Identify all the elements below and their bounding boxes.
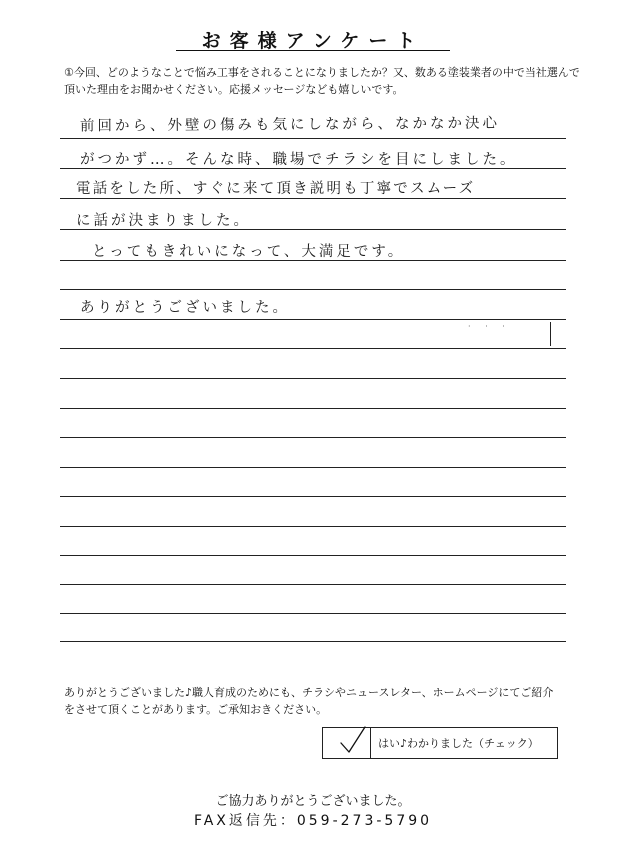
ruled-line: [60, 348, 566, 349]
ruled-line: [60, 641, 566, 642]
handwritten-line: 電話をした所、すぐに来て頂き説明も丁寧でスムーズ: [76, 181, 476, 197]
pen-mark: [550, 322, 551, 346]
ruled-line: [60, 198, 566, 199]
ruled-line: [60, 467, 566, 468]
fax-number: FAX返信先：059-273-5790: [193, 813, 433, 829]
ruled-line: [60, 555, 566, 556]
publication-notice: ありがとうございました♪職人育成のためにも、チラシやニュースレター、ホームページにてご紹介をさせて頂くことがあります。ご承知おきください。: [64, 686, 554, 716]
consent-label: はい♪わかりました（チェック）: [378, 737, 539, 750]
ruled-line: [60, 437, 566, 438]
ruled-line: [60, 289, 566, 290]
check-mark-icon[interactable]: [338, 724, 368, 756]
question-text: ①今回、どのようなことで悩み工事をされることになりましたか？又、数ある塗装業者の中で当社選んで頂いた理由をお聞かせください。応援メッセージなども嬉しいです。: [64, 66, 580, 96]
ruled-line: [60, 319, 566, 320]
thanks-text: ご協力ありがとうございました。: [215, 794, 411, 809]
handwritten-line: 前回から、外壁の傷みも気にしながら、なかなか決心: [79, 115, 501, 135]
consent-divider: [370, 727, 371, 759]
ruled-line: [60, 526, 566, 527]
form-title: お客様アンケート: [201, 30, 425, 52]
ruled-line: [60, 613, 566, 614]
handwritten-line: とってもきれいになって、大満足です。: [92, 244, 406, 260]
handwritten-line: ありがとうございました。: [80, 300, 290, 316]
ruled-line: [60, 408, 566, 409]
handwritten-line: に話が決まりました。: [76, 213, 251, 229]
title-underline: [176, 50, 450, 51]
pen-dots: · · ·: [468, 322, 511, 331]
ruled-line: [60, 378, 566, 379]
ruled-line: [60, 584, 566, 585]
handwritten-line: がつかず…。そんな時、職場でチラシを目にしました。: [80, 152, 518, 168]
ruled-line: [60, 496, 566, 497]
ruled-line: [60, 138, 566, 139]
